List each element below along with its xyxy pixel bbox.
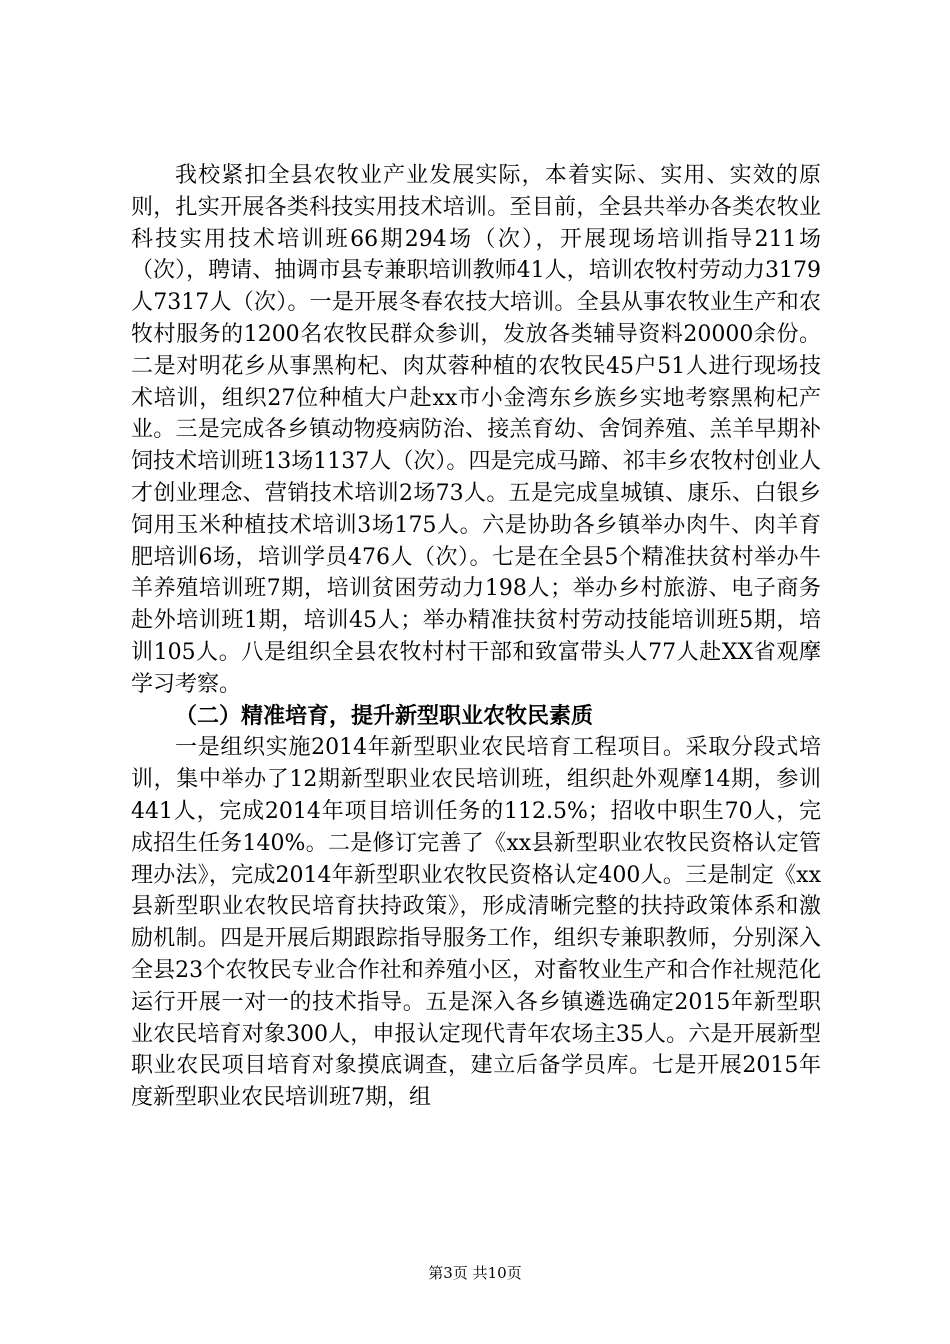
- page-number-footer: 第3页 共10页: [428, 1264, 522, 1282]
- paragraph-new-farmers: 一是组织实施2014年新型职业农民培育工程项目。采取分段式培训，集中举办了12期新型职业农民培训班，组织赴外观摩14期，参训441人，完成2014年项目培训任务的112.5%；招收中职生70人，完成招生任务140%。二是修订完善了《xx县新型职业农牧民资格认定管理办法》，完成2014年新型职业农牧民资格认定400人。三是制定《xx县新型职业农牧民培育扶持政策》，形成清晰完整的扶持政策体系和激励机制。四是开展后期跟踪指导服务工作，组织专兼职教师，分别深入全县23个农牧民专业合作社和养殖小区，对畜牧业生产和合作社规范化运行开展一对一的技术指导。五是深入各乡镇遴选确定2015年新型职业农民培育对象300人，申报认定现代青年农场主35人。六是开展新型职业农民项目培育对象摸底调查，建立后备学员库。七是开展2015年度新型职业农民培训班7期，组: [131, 735, 821, 1111]
- section-heading-precise-cultivation: （二）精准培育，提升新型职业农牧民素质: [175, 703, 594, 729]
- paragraph-training-summary: 我校紧扣全县农牧业产业发展实际，本着实际、实用、实效的原则，扎实开展各类科技实用技术培训。至目前，全县共举办各类农牧业科技实用技术培训班66期294场（次），开展现场培训指导211场（次），聘请、抽调市县专兼职培训教师41人，培训农牧村劳动力3179人7317人（次）。一是开展冬春农技大培训。全县从事农牧业生产和农牧村服务的1200名农牧民群众参训，发放各类辅导资料20000余份。二是对明花乡从事黑枸杞、肉苁蓉种植的农牧民45户51人进行现场技术培训，组织27位种植大户赴xx市小金湾东乡族乡实地考察黑枸杞产业。三是完成各乡镇动物疫病防治、接羔育幼、舍饲养殖、羔羊早期补饲技术培训班13场1137人（次）。四是完成马蹄、祁丰乡农牧村创业人才创业理念、营销技术培训2场73人。五是完成皇城镇、康乐、白银乡饲用玉米种植技术培训3场175人。六是协助各乡镇举办肉牛、肉羊育肥培训6场，培训学员476人（次）。七是在全县5个精准扶贫村举办牛羊养殖培训班7期，培训贫困劳动力198人；举办乡村旅游、电子商务赴外培训班1期，培训45人；举办精准扶贫村劳动技能培训班5期，培训105人。八是组织全县农牧村村干部和致富带头人77人赴XX省观摩学习考察。: [131, 163, 821, 697]
- document-body: [131, 160, 821, 1114]
